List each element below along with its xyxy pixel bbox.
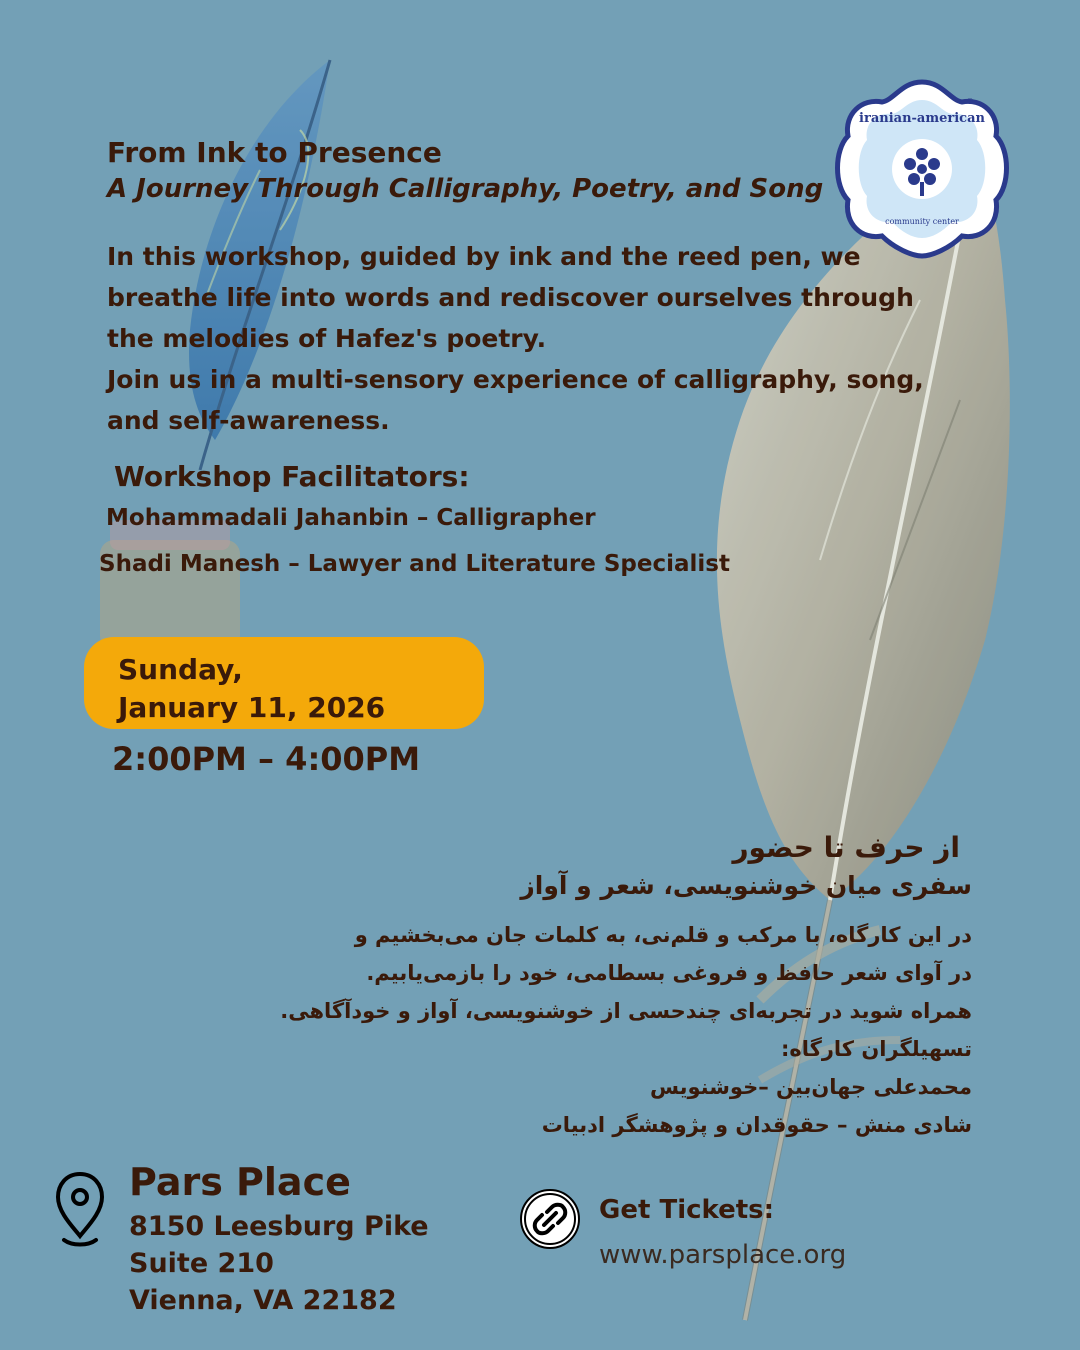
logo-text-bottom: community center	[885, 217, 959, 226]
persian-line: محمدعلی جهان‌بین –خوشنویس	[649, 1075, 972, 1099]
persian-line: شادی منش – حقوقدان و پژوهشگر ادبیات	[541, 1113, 972, 1137]
description-line: In this workshop, guided by ink and the reed pen, we	[107, 242, 861, 271]
persian-line: همراه شوید در تجربه‌ای چندحسی از خوشنویسی، آواز و خودآگاهی.	[280, 999, 972, 1023]
venue-address	[129, 1208, 429, 1319]
address-line: 8150 Leesburg Pike	[129, 1211, 429, 1242]
event-date: January 11, 2026	[118, 691, 386, 724]
logo-registered-mark: ®	[966, 97, 974, 106]
persian-line: تسهیلگران کارگاه:	[780, 1037, 972, 1061]
logo-emblem	[832, 78, 1012, 260]
event-time: 2:00PM – 4:00PM	[112, 740, 421, 778]
description-line: the melodies of Hafez's poetry.	[107, 324, 547, 353]
facilitator-item: Shadi Manesh – Lawyer and Literature Specialist	[99, 551, 730, 577]
persian-subtitle: سفری میان خوشنویسی، شعر و آواز	[520, 871, 972, 900]
persian-title: از حرف تا حضور	[732, 831, 960, 864]
persian-line: در آوای شعر حافظ و فروغی بسطامی، خود را بازمی‌یابیم.	[366, 961, 972, 985]
venue-name: Pars Place	[129, 1160, 351, 1204]
event-subtitle: A Journey Through Calligraphy, Poetry, and Song	[107, 174, 824, 204]
persian-line: در این کارگاه، با مرکب و قلم‌نی، به کلمات جان می‌بخشیم و	[354, 923, 972, 947]
description-line: Join us in a multi-sensory experience of calligraphy, song,	[107, 365, 924, 394]
facilitators-heading: Workshop Facilitators:	[114, 460, 470, 493]
event-day: Sunday,	[118, 653, 243, 686]
description-line: and self-awareness.	[107, 406, 390, 435]
link-icon[interactable]	[519, 1188, 581, 1250]
persian-section	[152, 828, 972, 1144]
address-line: Suite 210	[129, 1248, 274, 1279]
tickets-label: Get Tickets:	[599, 1195, 775, 1225]
logo-text-top: iranian-american	[859, 111, 985, 126]
facilitator-item: Mohammadali Jahanbin – Calligrapher	[106, 505, 596, 531]
description-line: breathe life into words and rediscover ourselves through	[107, 283, 914, 312]
event-description	[107, 236, 927, 441]
location-pin-icon	[52, 1170, 108, 1250]
address-line: Vienna, VA 22182	[129, 1285, 397, 1316]
tickets-url-link[interactable]: www.parsplace.org	[599, 1240, 847, 1270]
event-title: From Ink to Presence	[107, 136, 442, 169]
